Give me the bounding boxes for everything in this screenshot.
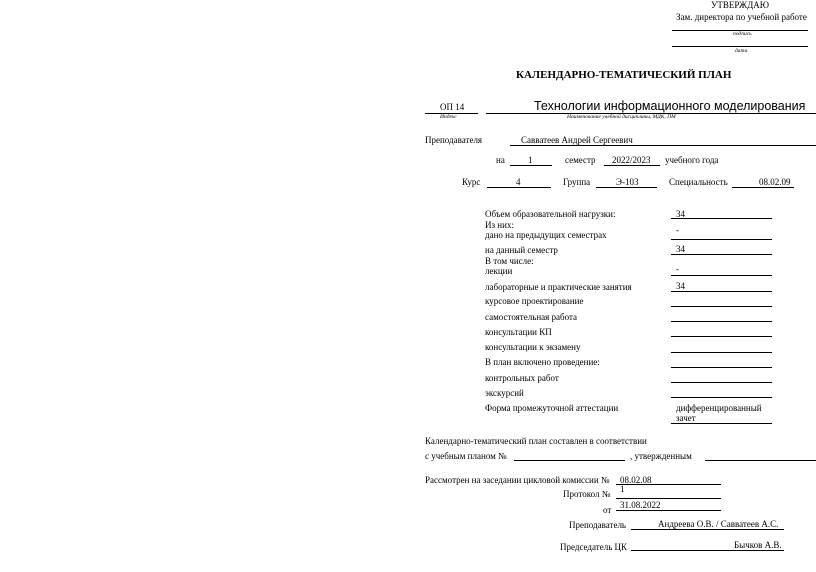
approved-line <box>705 460 816 461</box>
commission-number: 08.02.08 <box>620 475 652 485</box>
teachers-label: Преподаватель <box>569 520 627 530</box>
date-line <box>672 46 808 47</box>
workload-including-label: В том числе: <box>485 256 534 266</box>
date-from-label: от <box>603 505 612 515</box>
workload-assessment-label: Форма промежуточной аттестации <box>485 403 619 413</box>
workload-coursework-label: курсовое проектирование <box>485 296 584 306</box>
value-line <box>671 239 772 240</box>
teachers-names: Андреева О.В. / Савватеев А.С. <box>658 519 779 529</box>
workload-lectures-label: лекции <box>485 266 513 276</box>
chair-label: Председатель ЦК <box>560 542 628 552</box>
teachers-signature-line <box>631 529 784 530</box>
protocol-date-line <box>616 510 721 511</box>
workload-total-label: Объем образовательной нагрузки: <box>485 209 616 219</box>
workload-tests-label: контрольных работ <box>485 373 559 383</box>
workload-kp-consult-label: консультации КП <box>485 327 552 337</box>
protocol-label: Протокол № <box>563 489 611 499</box>
semester-number-line <box>510 165 552 166</box>
compiled-line2-prefix: с учебным планом № <box>425 451 507 461</box>
commission-number-line <box>616 484 721 485</box>
workload-assessment-value: дифференцированный зачет <box>676 403 762 423</box>
value-line <box>671 254 772 255</box>
compiled-line1: Календарно-тематический план составлен в соответствии <box>425 436 647 446</box>
approval-heading: УТВЕРЖДАЮ <box>711 0 770 10</box>
signature-caption: подпись <box>733 31 752 37</box>
value-line <box>671 218 772 219</box>
workload-labs-label: лабораторные и практические занятия <box>485 282 632 292</box>
group-label: Группа <box>563 177 591 187</box>
discipline-caption: Наименование учебной дисциплины, МДК, ПМ <box>567 114 676 120</box>
value-line <box>671 423 772 424</box>
value-line <box>671 382 772 383</box>
commission-label: Рассмотрен на заседании цикловой комиссии № <box>425 475 610 485</box>
group-line <box>596 187 657 188</box>
academic-year: 2022/2023 <box>612 155 651 165</box>
index-caption: Индекс <box>440 114 457 120</box>
year-label: учебного года <box>665 155 719 165</box>
workload-labs-value: 34 <box>676 281 685 291</box>
chair-signature-line <box>631 550 784 551</box>
page-title: КАЛЕНДАРНО-ТЕМАТИЧЕСКИЙ ПЛАН <box>516 69 732 81</box>
teacher-label: Преподавателя <box>425 135 483 145</box>
curriculum-number-line <box>514 460 625 461</box>
specialty-value: 08.02.09 <box>759 177 791 187</box>
value-line <box>671 321 772 322</box>
workload-previous-label: дано на предыдущих семестрах <box>485 230 607 240</box>
value-line <box>671 367 772 368</box>
protocol-date: 31.08.2022 <box>620 500 661 510</box>
value-line <box>671 291 772 292</box>
group-value: Э-103 <box>616 177 639 187</box>
discipline-value: Технологии информационного моделирования <box>534 99 806 113</box>
semester-number: 1 <box>528 155 533 165</box>
chair-name: Бычков А.В. <box>734 540 782 550</box>
semester-on-label: на <box>496 155 505 165</box>
specialty-label: Специальность <box>669 177 728 187</box>
protocol-line <box>616 498 721 499</box>
date-caption: дата <box>735 48 748 54</box>
workload-total-value: 34 <box>676 209 685 219</box>
index-value: ОП 14 <box>440 102 465 112</box>
course-value: 4 <box>516 177 521 187</box>
course-label: Курс <box>462 177 481 187</box>
specialty-line <box>732 187 794 188</box>
value-line <box>671 336 772 337</box>
workload-current-label: на данный семестр <box>485 245 558 255</box>
workload-exam-consult-label: консультации к экзамену <box>485 342 581 352</box>
workload-of-them-label: Из них: <box>485 220 514 230</box>
workload-current-value: 34 <box>676 244 685 254</box>
protocol-number: 1 <box>620 484 625 494</box>
value-line <box>671 275 772 276</box>
value-line <box>671 306 772 307</box>
semester-label: семестр <box>565 155 596 165</box>
value-line <box>671 352 772 353</box>
workload-lectures-value: - <box>676 264 679 274</box>
workload-selfstudy-label: самостоятельная работа <box>485 312 578 322</box>
workload-excursions-label: экскурсий <box>485 388 524 398</box>
value-line <box>671 397 772 398</box>
workload-plan-includes-label: В план включено проведение: <box>485 357 600 367</box>
workload-previous-value: - <box>676 225 679 235</box>
teacher-value: Савватеев Андрей Сергеевич <box>521 135 633 145</box>
compiled-line2-suffix: , утвержденным <box>630 451 692 461</box>
course-line <box>487 187 551 188</box>
approval-position: Зам. директора по учебной работе <box>676 12 807 22</box>
academic-year-line <box>604 165 660 166</box>
teacher-line <box>510 145 816 146</box>
